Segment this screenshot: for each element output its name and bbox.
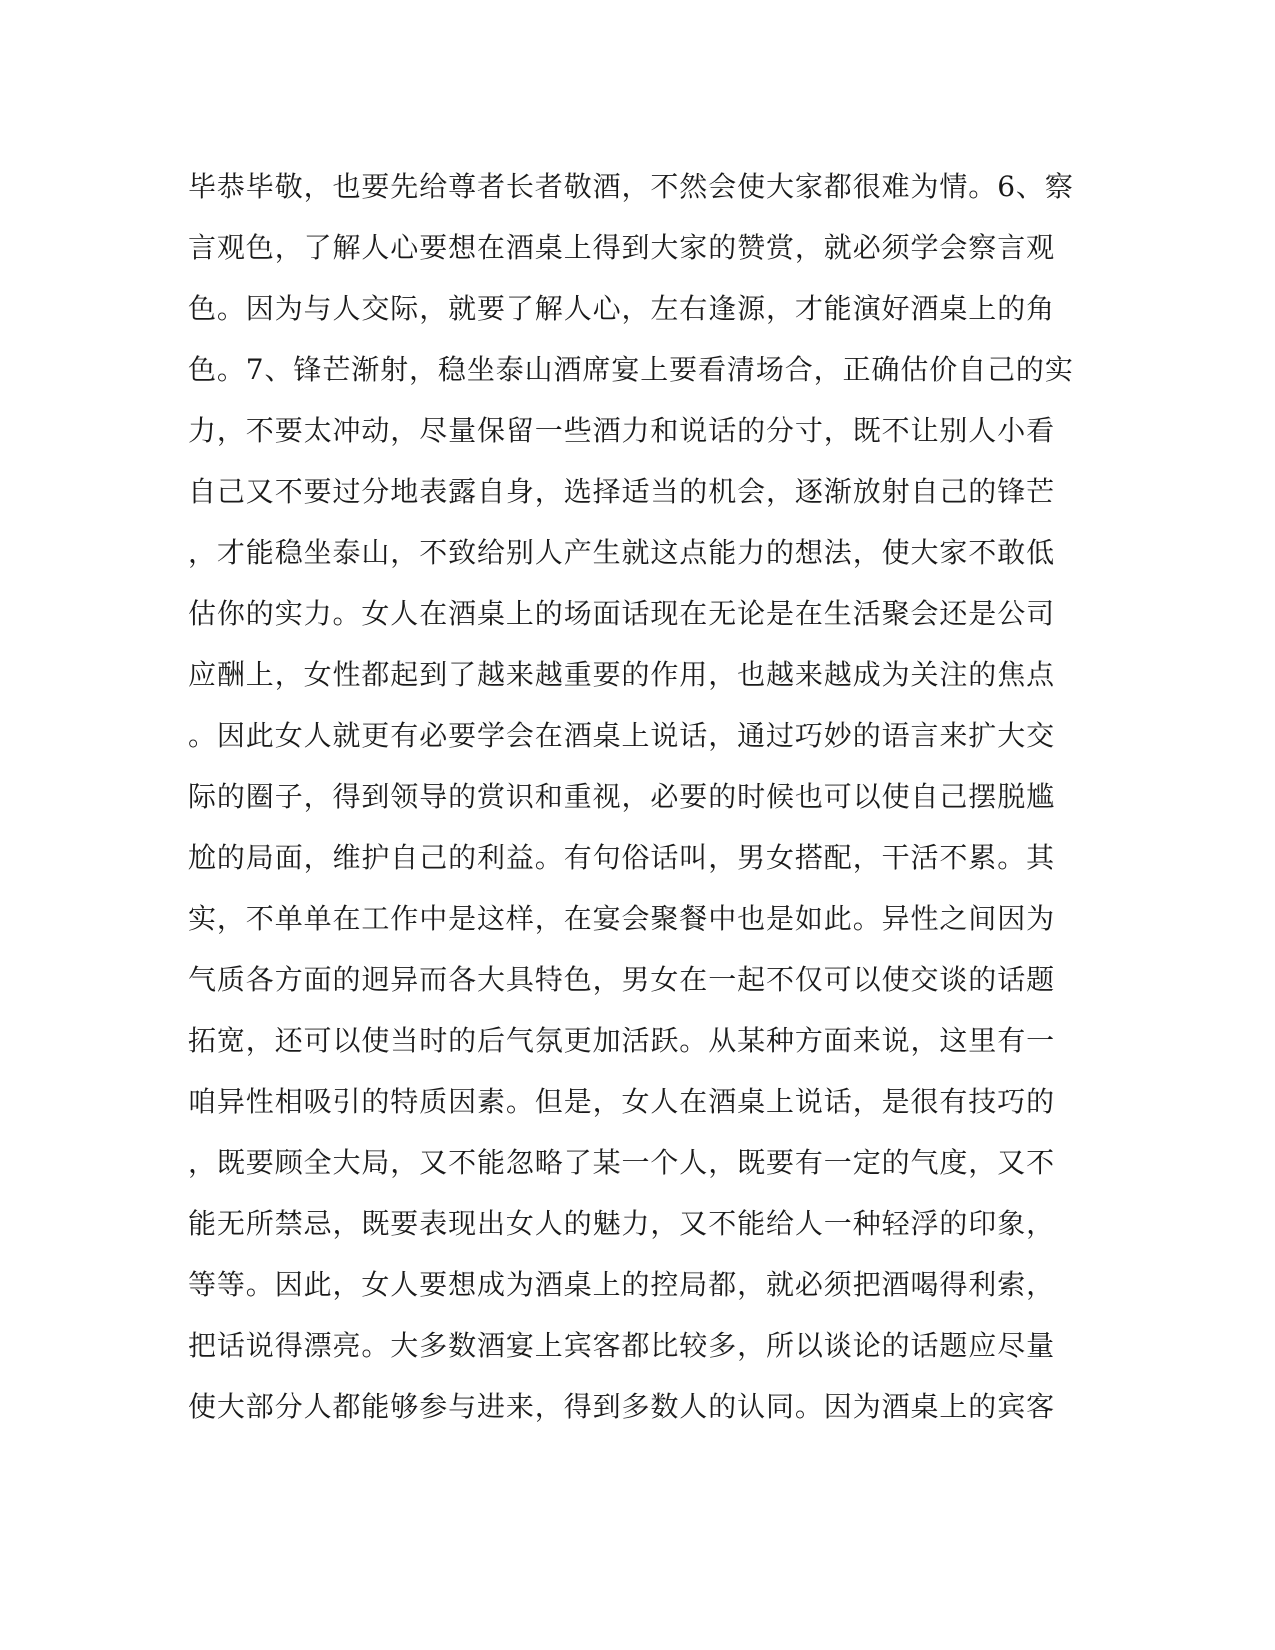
text-line: 尬的局面，维护自己的利益。有句俗话叫，男女搭配，干活不累。其: [188, 841, 1056, 874]
text-line: 色。因为与人交际，就要了解人心，左右逢源，才能演好酒桌上的角: [188, 292, 1056, 325]
text-line: ，才能稳坐泰山，不致给别人产生就这点能力的想法，使大家不敢低: [188, 536, 1056, 569]
text-line: 。因此女人就更有必要学会在酒桌上说话，通过巧妙的语言来扩大交: [188, 719, 1056, 752]
text-line: 力，不要太冲动，尽量保留一些酒力和说话的分寸，既不让别人小看: [188, 414, 1056, 447]
text-line: 拓宽，还可以使当时的后气氛更加活跃。从某种方面来说，这里有一: [188, 1024, 1056, 1057]
text-line: 咱异性相吸引的特质因素。但是，女人在酒桌上说话，是很有技巧的: [188, 1085, 1056, 1118]
text-line: 色。7、锋芒渐射，稳坐泰山酒席宴上要看清场合，正确估价自己的实: [188, 353, 1074, 386]
text-line: 实，不单单在工作中是这样，在宴会聚餐中也是如此。异性之间因为: [188, 902, 1056, 935]
text-line: 气质各方面的迥异而各大具特色，男女在一起不仅可以使交谈的话题: [188, 963, 1056, 996]
text-line: 使大部分人都能够参与进来，得到多数人的认同。因为酒桌上的宾客: [188, 1390, 1056, 1423]
text-line: 把话说得漂亮。大多数酒宴上宾客都比较多，所以谈论的话题应尽量: [188, 1329, 1056, 1362]
text-line: 估你的实力。女人在酒桌上的场面话现在无论是在生活聚会还是公司: [188, 597, 1056, 630]
text-line: 等等。因此，女人要想成为酒桌上的控局都，就必须把酒喝得利索，: [188, 1268, 1056, 1301]
text-line: 际的圈子，得到领导的赏识和重视，必要的时候也可以使自己摆脱尴: [188, 780, 1056, 813]
text-line: 自己又不要过分地表露自身，选择适当的机会，逐渐放射自己的锋芒: [188, 475, 1056, 508]
text-line: 应酬上，女性都起到了越来越重要的作用，也越来越成为关注的焦点: [188, 658, 1056, 691]
text-line: 能无所禁忌，既要表现出女人的魅力，又不能给人一种轻浮的印象，: [188, 1207, 1056, 1240]
text-line: 毕恭毕敬，也要先给尊者长者敬酒，不然会使大家都很难为情。6、察: [188, 170, 1074, 203]
body-text: [188, 156, 1074, 1437]
text-line: 言观色，了解人心要想在酒桌上得到大家的赞赏，就必须学会察言观: [188, 231, 1056, 264]
text-line: ，既要顾全大局，又不能忽略了某一个人，既要有一定的气度，又不: [188, 1146, 1056, 1179]
